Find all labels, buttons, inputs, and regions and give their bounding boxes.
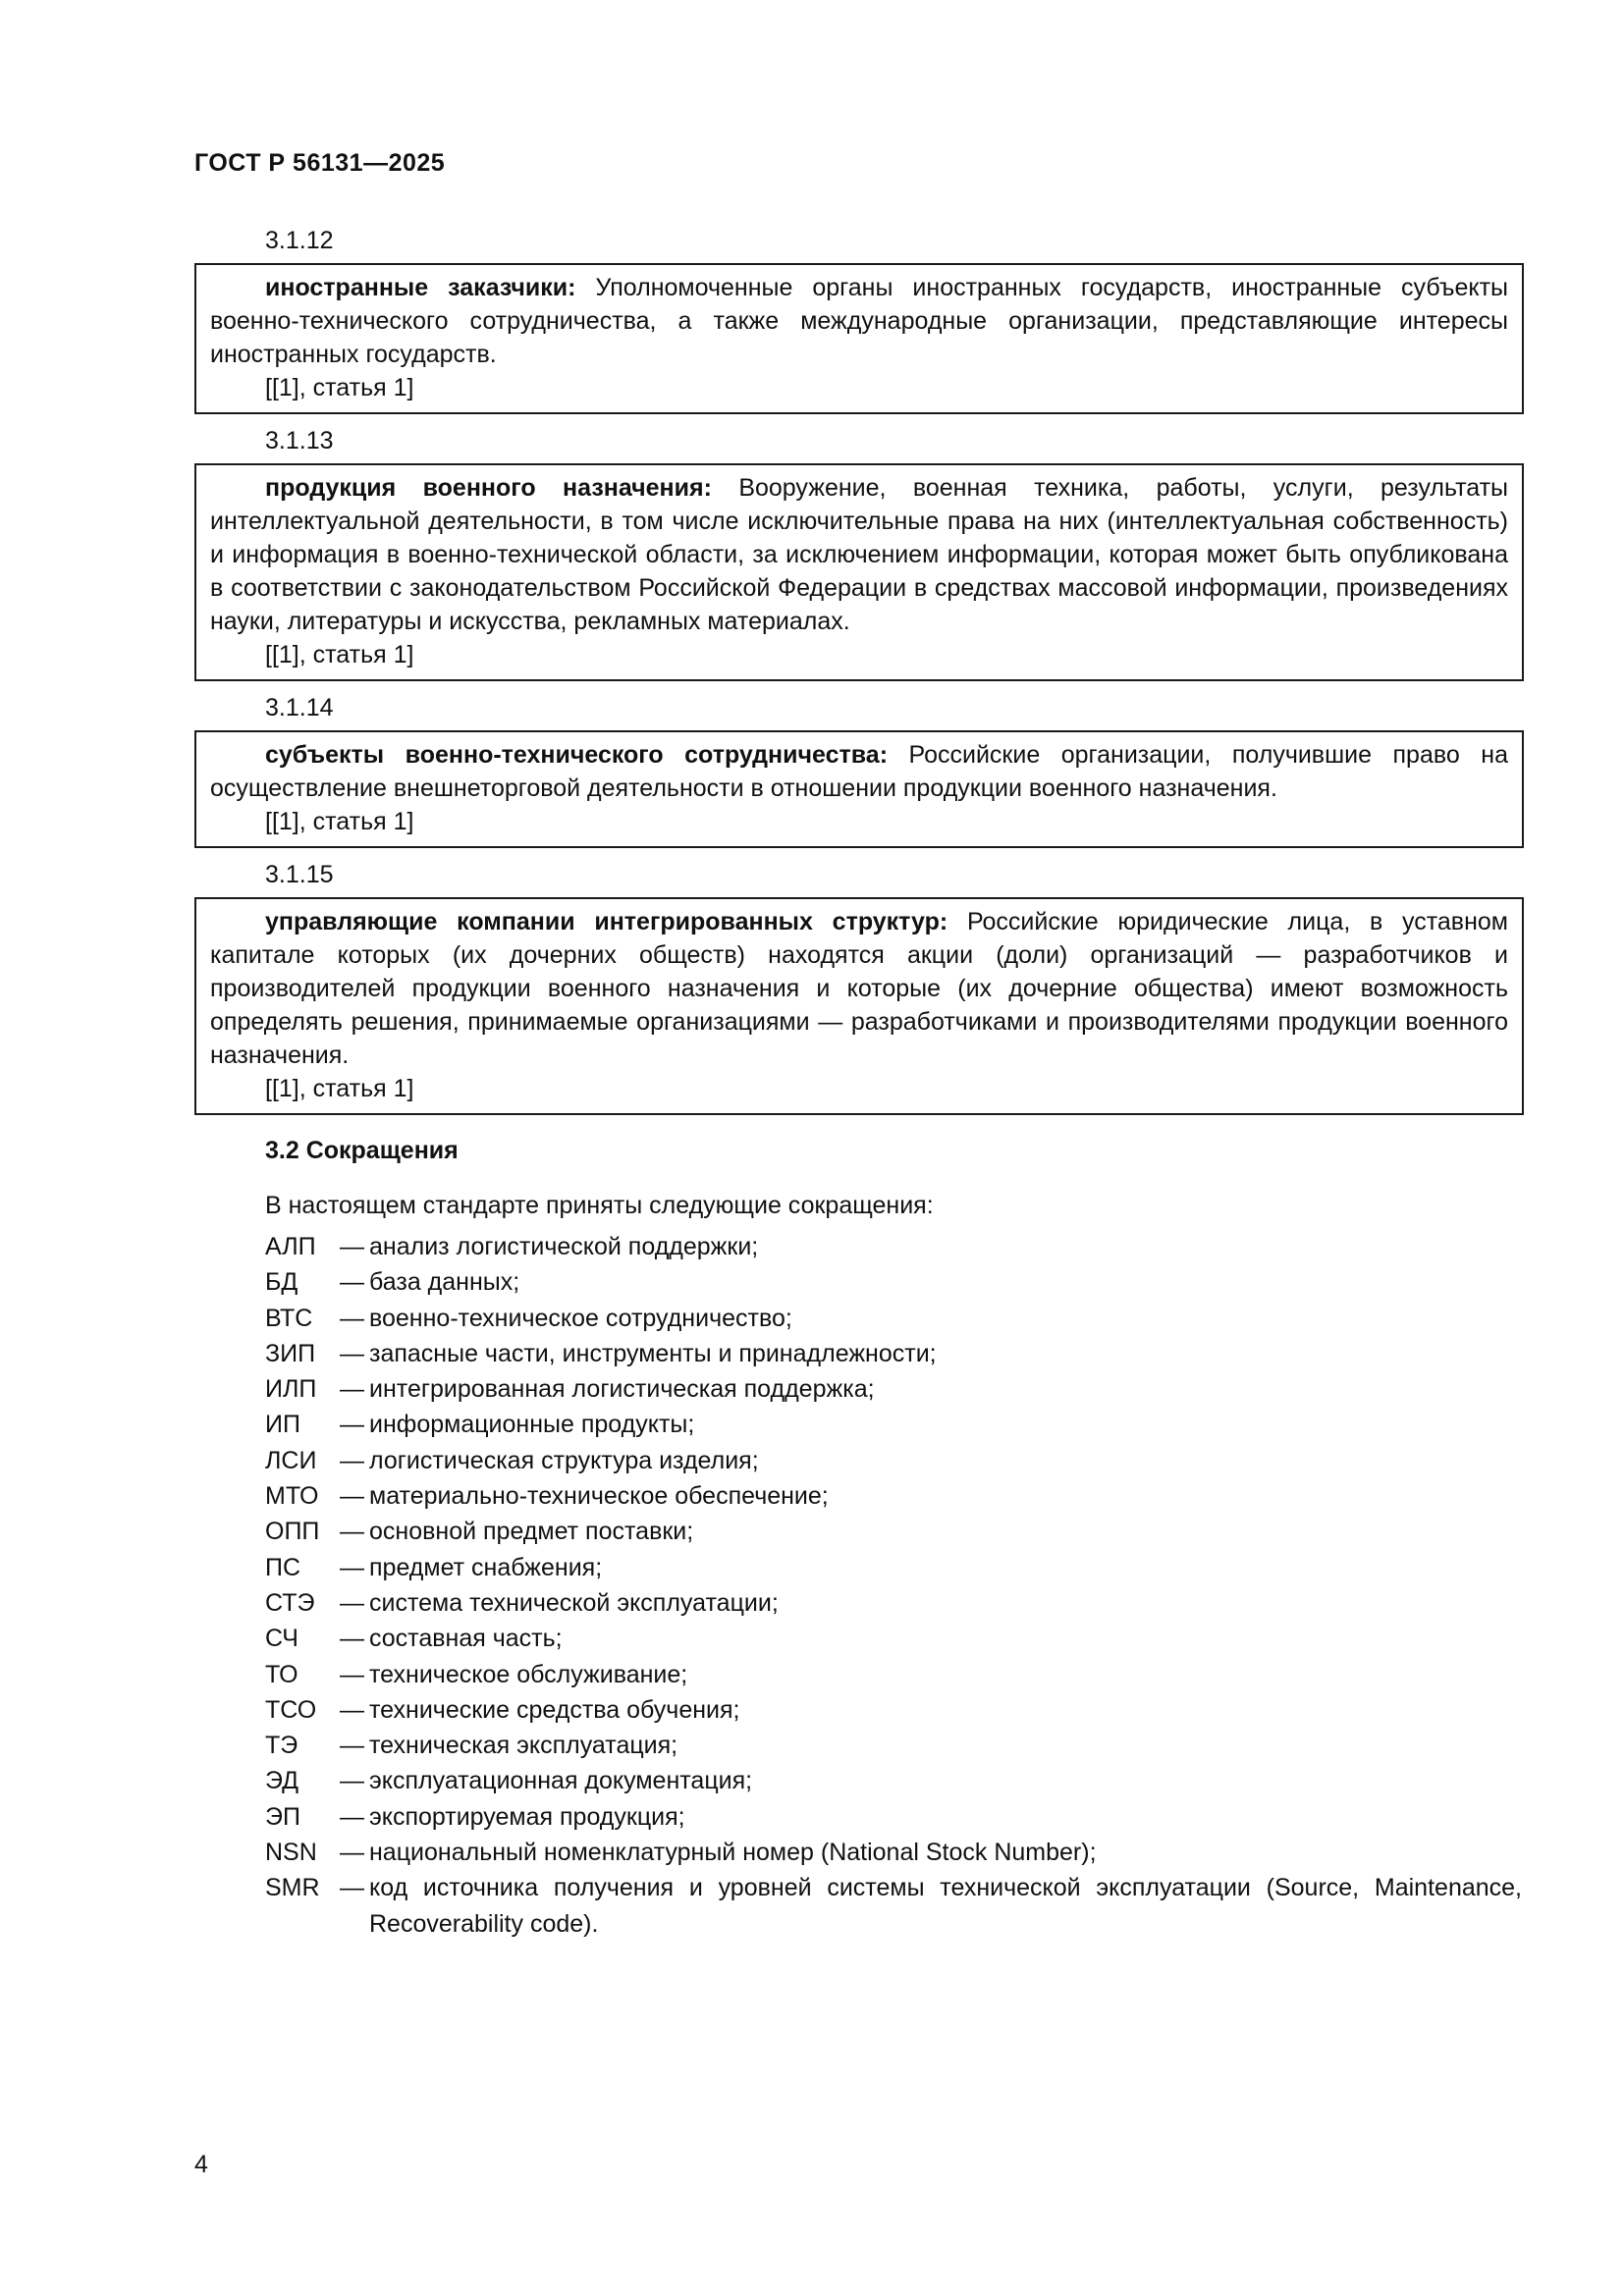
term-definition — [210, 271, 1508, 371]
abbreviation-dash: — — [340, 1874, 364, 1902]
abbreviation-key: МТО — [265, 1482, 319, 1511]
abbreviation-key: ТЭ — [265, 1732, 298, 1760]
abbreviation-dash: — — [340, 1732, 364, 1760]
term-number: 3.1.15 — [265, 861, 334, 888]
abbreviation-item — [265, 1407, 1522, 1442]
abbreviation-key: ПС — [265, 1553, 301, 1581]
abbreviation-definition: предмет снабжения; — [369, 1553, 603, 1581]
term-definition-text: Уполномоченные органы иностранных государств, иностранные субъекты военно-технического сотрудничества, а также международные организации, представляющие интересы иностранных государств. — [210, 274, 1508, 368]
term-entry — [194, 730, 1524, 848]
abbreviation-key: БД — [265, 1268, 298, 1297]
abbreviations-section — [265, 1131, 1522, 1942]
abbreviation-item — [265, 1585, 1522, 1621]
term-number: 3.1.13 — [265, 427, 334, 454]
abbreviation-key: ОПП — [265, 1518, 320, 1546]
abbreviation-key: ЭП — [265, 1802, 300, 1831]
abbreviation-dash: — — [340, 1767, 364, 1795]
abbreviation-definition: техническая эксплуатация; — [369, 1732, 678, 1760]
abbreviation-dash: — — [340, 1411, 364, 1439]
abbreviation-definition: техническое обслуживание; — [369, 1660, 688, 1688]
term-entry — [194, 463, 1524, 681]
abbreviation-dash: — — [340, 1660, 364, 1688]
abbreviation-definition: информационные продукты; — [369, 1411, 695, 1439]
section-title: 3.2 Сокращения — [265, 1137, 459, 1164]
term-source: [[1], статья 1] — [265, 374, 414, 401]
abbreviation-definition: технические средства обучения; — [369, 1695, 740, 1724]
term-name: иностранные заказчики: — [265, 274, 576, 301]
abbreviation-key: СТЭ — [265, 1588, 315, 1617]
abbreviation-definition: интегрированная логистическая поддержка; — [369, 1375, 875, 1404]
abbreviation-key: ТСО — [265, 1695, 317, 1724]
abbreviation-definition: эксплуатационная документация; — [369, 1767, 753, 1795]
abbreviation-item — [265, 1550, 1522, 1585]
abbreviation-definition: логистическая структура изделия; — [369, 1446, 759, 1474]
abbreviation-definition: материально-техническое обеспечение; — [369, 1482, 829, 1511]
abbreviation-dash: — — [340, 1839, 364, 1867]
term-entry — [194, 897, 1524, 1115]
term-definition-text: Российские организации, получившие право на осуществление внешнеторговой деятельности в отношении продукции военного назначения. — [210, 741, 1508, 802]
abbreviation-item — [265, 1371, 1522, 1407]
term-source: [[1], статья 1] — [265, 1075, 414, 1102]
term-definition — [210, 471, 1508, 638]
abbreviation-item — [265, 1728, 1522, 1763]
term-source: [[1], статья 1] — [265, 641, 414, 668]
abbreviation-dash: — — [340, 1446, 364, 1474]
standard-designation: ГОСТ Р 56131—2025 — [194, 149, 446, 177]
abbreviation-key: ИЛП — [265, 1375, 317, 1404]
abbreviation-key: СЧ — [265, 1625, 298, 1653]
abbreviation-dash: — — [340, 1375, 364, 1404]
abbreviation-item — [265, 1835, 1522, 1870]
term-name: субъекты военно-технического сотрудничества: — [265, 741, 889, 769]
abbreviation-item — [265, 1264, 1522, 1300]
term-definition — [210, 905, 1508, 1072]
term-definition — [210, 738, 1508, 805]
term-source: [[1], статья 1] — [265, 808, 414, 835]
abbreviation-key: ТО — [265, 1660, 298, 1688]
abbreviation-item — [265, 1763, 1522, 1798]
abbreviation-dash: — — [340, 1233, 364, 1260]
abbreviation-item — [265, 1229, 1522, 1264]
abbreviation-dash: — — [340, 1339, 364, 1367]
term-definition-text: Вооружение, военная техника, работы, услуги, результаты интеллектуальной деятельности, в том числе исключительные права на них (интеллектуальная собственность) и информация в военно-технической области, за исключением информации, которая может быть опубликована в соответствии с законодательством Российской Федерации в средствах массовой информации, произведениях науки, литературы и искусства, рекламных материалах. — [210, 474, 1509, 635]
abbreviation-item — [265, 1443, 1522, 1478]
abbreviation-dash: — — [340, 1268, 364, 1297]
term-entry — [194, 263, 1524, 414]
abbreviation-item — [265, 1692, 1522, 1728]
abbreviation-key: ЭД — [265, 1767, 299, 1795]
abbreviation-key: ВТС — [265, 1304, 313, 1332]
section-intro: В настоящем стандарте приняты следующие сокращения: — [265, 1192, 934, 1219]
abbreviation-item — [265, 1336, 1522, 1371]
abbreviation-definition: составная часть; — [369, 1625, 563, 1653]
term-number: 3.1.14 — [265, 694, 334, 721]
abbreviation-dash: — — [340, 1588, 364, 1617]
abbreviation-dash: — — [340, 1518, 364, 1546]
page-number: 4 — [194, 2151, 208, 2178]
abbreviation-item — [265, 1799, 1522, 1835]
abbreviation-item — [265, 1870, 1522, 1942]
abbreviation-item — [265, 1621, 1522, 1656]
term-name: продукция военного назначения: — [265, 474, 712, 502]
abbreviation-definition: экспортируемая продукция; — [369, 1802, 685, 1831]
term-name: управляющие компании интегрированных структур: — [265, 908, 948, 935]
abbreviation-definition: военно-техническое сотрудничество; — [369, 1304, 792, 1332]
abbreviation-list — [265, 1229, 1522, 1942]
terms-list — [194, 224, 1524, 1125]
abbreviation-definition: основной предмет поставки; — [369, 1518, 694, 1546]
term-number: 3.1.12 — [265, 227, 334, 254]
abbreviation-dash: — — [340, 1304, 364, 1332]
abbreviation-definition: система технической эксплуатации; — [369, 1588, 779, 1617]
abbreviation-definition: код источника получения и уровней системы технической эксплуатации (Source, Maintenance, Recoverability code). — [369, 1874, 1522, 1938]
abbreviation-dash: — — [340, 1625, 364, 1653]
abbreviation-definition: база данных; — [369, 1268, 520, 1297]
abbreviation-dash: — — [340, 1553, 364, 1581]
abbreviation-definition: анализ логистической поддержки; — [369, 1233, 759, 1260]
abbreviation-definition: запасные части, инструменты и принадлежности; — [369, 1339, 937, 1367]
abbreviation-key: ЛСИ — [265, 1446, 317, 1474]
abbreviation-dash: — — [340, 1802, 364, 1831]
abbreviation-dash: — — [340, 1482, 364, 1511]
abbreviation-key: NSN — [265, 1839, 317, 1867]
abbreviation-item — [265, 1478, 1522, 1514]
abbreviation-key: АЛП — [265, 1233, 316, 1260]
abbreviation-key: SMR — [265, 1874, 320, 1902]
abbreviation-item — [265, 1657, 1522, 1692]
abbreviation-definition: национальный номенклатурный номер (National Stock Number); — [369, 1839, 1097, 1867]
term-definition-text: Российские юридические лица, в уставном капитале которых (их дочерних обществ) находятся акции (доли) организаций — разработчиков и производителей продукции военного назначения и которые (их дочерние общества) имеют возможность определять решения, принимаемые организациями — разработчиками и производителями продукции военного назначения. — [210, 908, 1508, 1069]
abbreviation-item — [265, 1301, 1522, 1336]
abbreviation-item — [265, 1514, 1522, 1549]
abbreviation-key: ЗИП — [265, 1339, 316, 1367]
abbreviation-key: ИП — [265, 1411, 300, 1439]
abbreviation-dash: — — [340, 1695, 364, 1724]
